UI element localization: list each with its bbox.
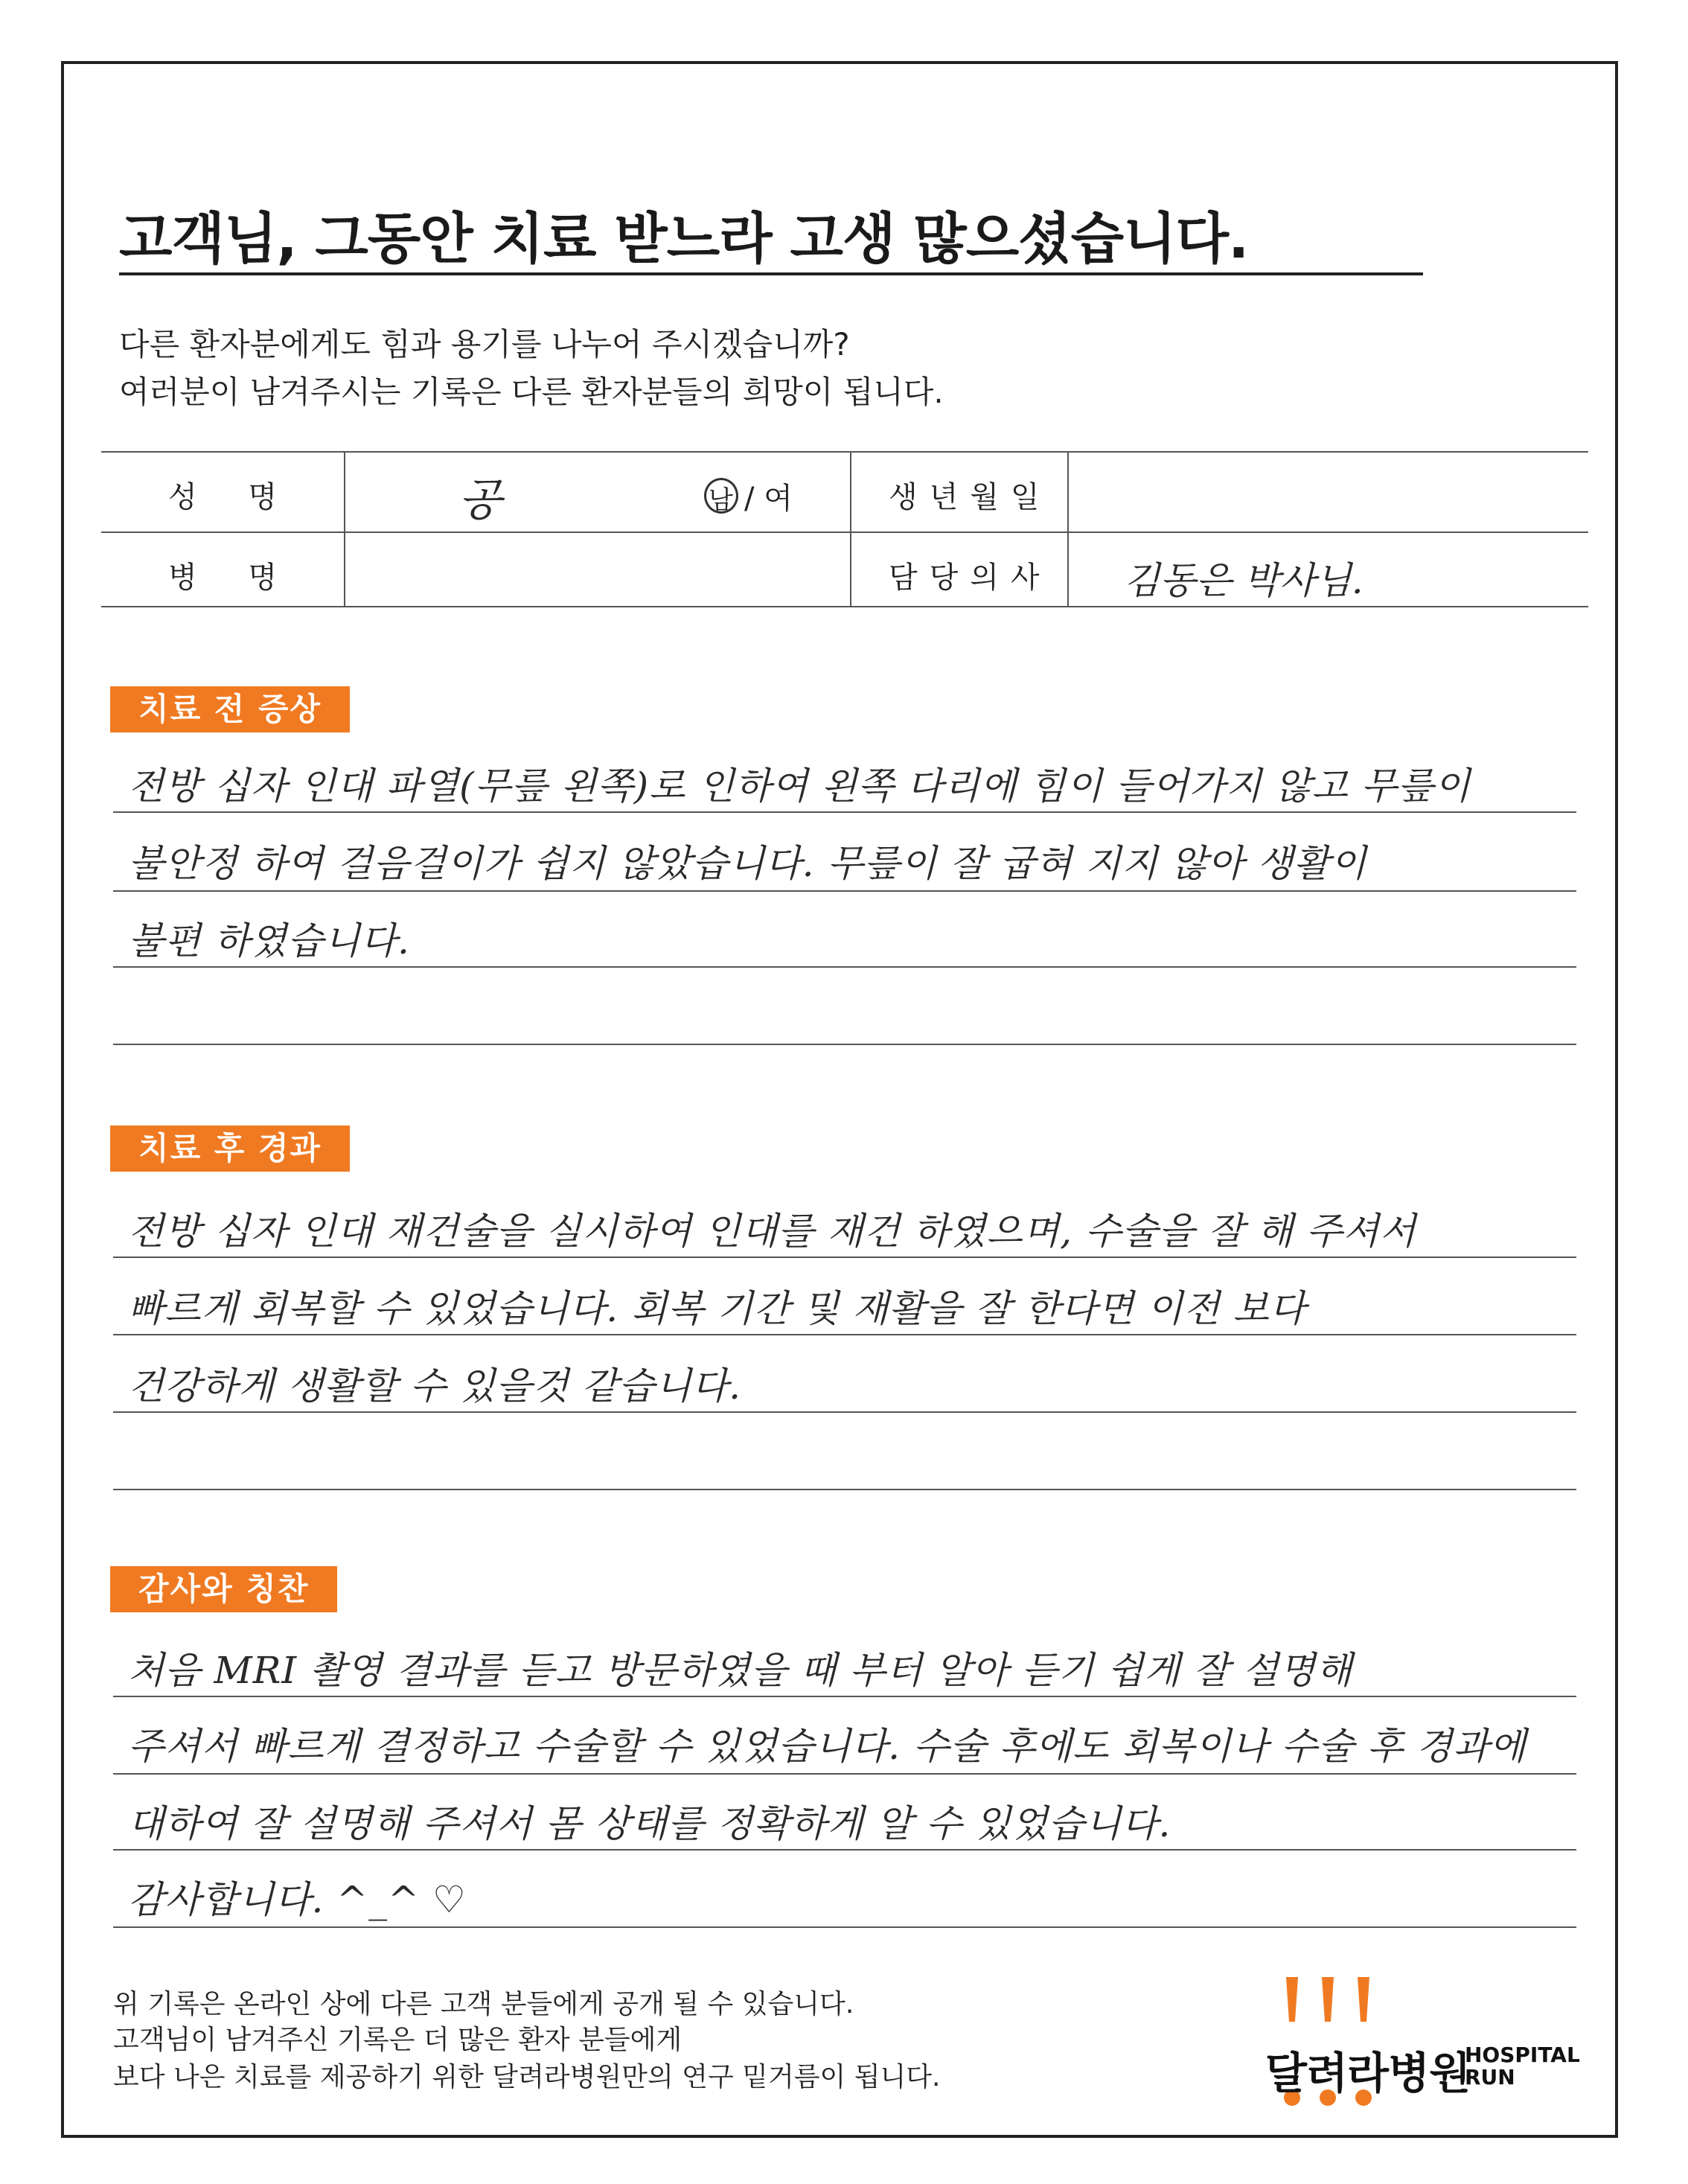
after-line-1[interactable]: 전방 십자 인대 재건술을 실시하여 인대를 재건 하였으며, 수술을 잘 해 주셔서 <box>128 1210 1417 1253</box>
table-line-bottom <box>101 606 1588 607</box>
footer-line-3: 보다 나은 치료를 제공하기 위한 달려라병원만의 연구 밑거름이 됩니다. <box>113 2062 941 2092</box>
section-title-before: 치료 전 증상 <box>110 686 350 732</box>
before-line-1[interactable]: 전방 십자 인대 파열(무릎 왼쪽)로 인하여 왼쪽 다리에 힘이 들어가지 않고 무릎이 <box>128 764 1471 808</box>
ruled-line <box>113 1926 1576 1928</box>
ruled-line <box>113 1411 1576 1413</box>
gender-male-option[interactable]: 남 <box>709 485 733 515</box>
ruled-line <box>113 1044 1576 1045</box>
table-line-top <box>101 451 1588 453</box>
page-title: 고객님, 그동안 치료 받느라 고생 많으셨습니다. <box>119 207 1249 271</box>
ruled-line <box>113 1257 1576 1258</box>
ruled-line <box>113 1696 1576 1697</box>
disease-label: 병 명 <box>168 561 298 595</box>
table-divider-3 <box>1067 451 1069 607</box>
name-value[interactable]: 공 <box>458 474 502 526</box>
doctor-value[interactable]: 김동은 박사님. <box>1124 559 1363 602</box>
thanks-line-3[interactable]: 대하여 잘 설명해 주셔서 몸 상태를 정확하게 알 수 있었습니다. <box>128 1802 1171 1845</box>
logo-en-line-1: HOSPITAL <box>1465 2043 1580 2067</box>
name-label: 성 명 <box>168 480 298 514</box>
ruled-line <box>113 811 1576 813</box>
logo-en-line-2: RUN <box>1465 2065 1515 2089</box>
table-line-mid <box>101 531 1588 533</box>
hospital-logo <box>1265 1976 1585 2110</box>
ruled-line <box>113 1773 1576 1775</box>
after-line-3[interactable]: 건강하게 생활할 수 있을것 같습니다. <box>128 1364 741 1408</box>
thanks-line-4[interactable]: 감사합니다. ^_^ ♡ <box>128 1878 467 1921</box>
section-title-after: 치료 후 경과 <box>110 1125 350 1172</box>
before-line-2[interactable]: 불안정 하여 걸음걸이가 쉽지 않았습니다. 무릎이 잘 굽혀 지지 않아 생활이 <box>128 842 1367 885</box>
gender-female-option[interactable]: / 여 <box>744 482 793 516</box>
after-line-2[interactable]: 빠르게 회복할 수 있었습니다. 회복 기간 및 재활을 잘 한다면 이전 보다 <box>128 1287 1307 1330</box>
ruled-line <box>113 890 1576 892</box>
doctor-label: 담당의사 <box>889 561 1052 595</box>
section-title-thanks: 감사와 칭찬 <box>110 1566 337 1612</box>
ruled-line <box>113 1489 1576 1490</box>
intro-line-1: 다른 환자분에게도 힘과 용기를 나누어 주시겠습니까? <box>119 326 850 363</box>
footer-line-1: 위 기록은 온라인 상에 다른 고객 분들에게 공개 될 수 있습니다. <box>113 1989 854 2019</box>
ruled-line <box>113 966 1576 968</box>
table-divider-1 <box>344 451 345 607</box>
footer-line-2: 고객님이 남겨주신 기록은 더 많은 환자 분들에게 <box>113 2025 682 2055</box>
before-line-3[interactable]: 불편 하였습니다. <box>128 919 410 962</box>
logo-name: 달려라병원 <box>1265 2048 1471 2098</box>
thanks-line-1[interactable]: 처음 MRI 촬영 결과를 듣고 방문하였을 때 부터 알아 듣기 쉽게 잘 설명해 <box>128 1649 1353 1692</box>
table-divider-2 <box>850 451 851 607</box>
logo-english <box>1465 2044 1580 2089</box>
title-underline <box>119 272 1423 275</box>
ruled-line <box>113 1849 1576 1851</box>
thanks-line-2[interactable]: 주셔서 빠르게 결정하고 수술할 수 있었습니다. 수술 후에도 회복이나 수술 후 경과에 <box>128 1725 1526 1768</box>
ruled-line <box>113 1334 1576 1335</box>
intro-line-2: 여러분이 남겨주시는 기록은 다른 환자분들의 희망이 됩니다. <box>119 374 944 410</box>
birthdate-label: 생년월일 <box>889 480 1052 514</box>
